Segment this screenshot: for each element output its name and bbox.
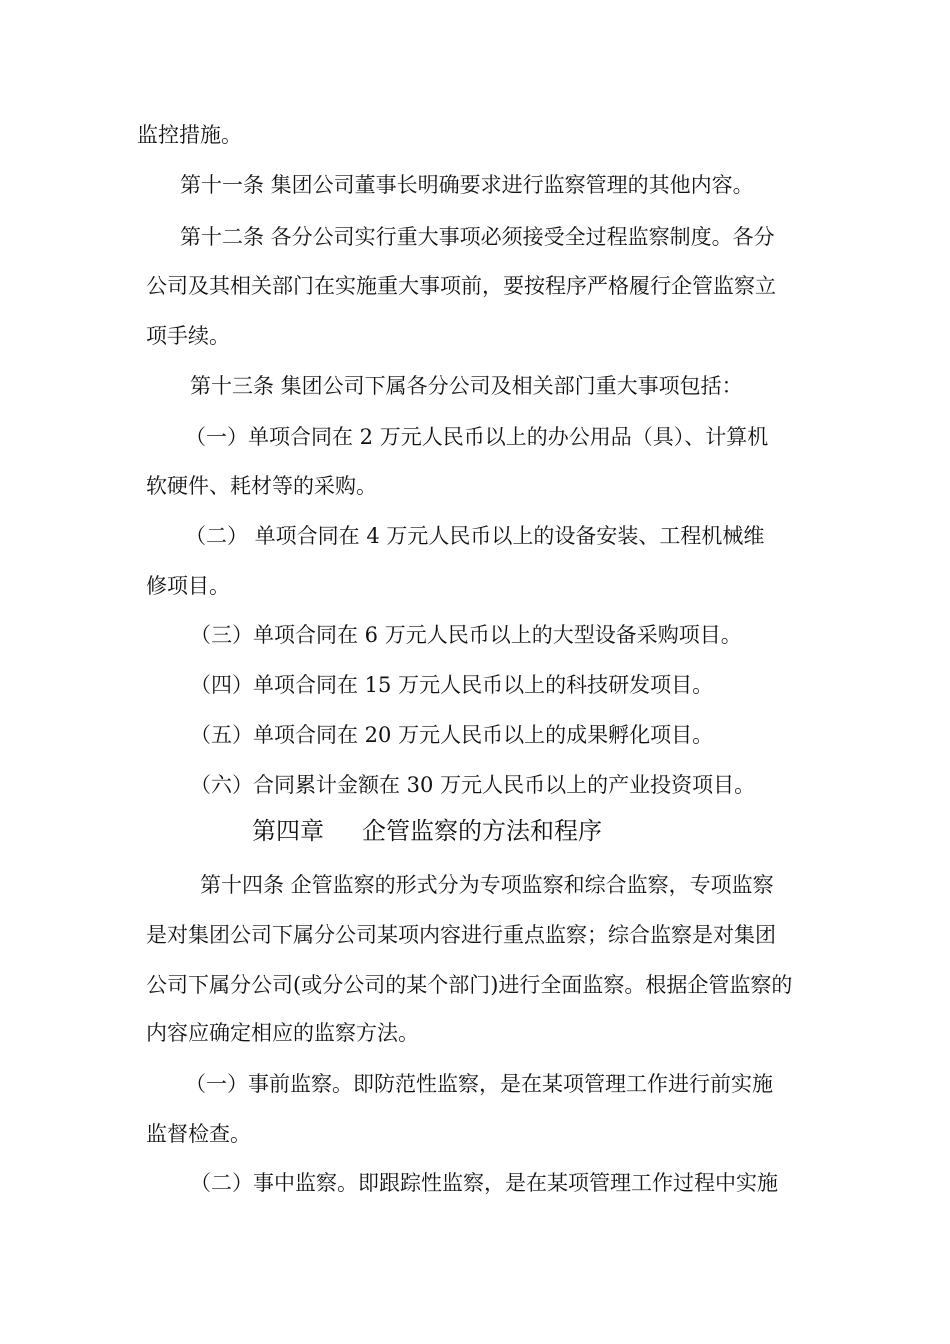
list-item: （二） 单项合同在 4 万元人民币以上的设备安装、工程机械维	[185, 524, 765, 548]
list-item: （一）事前监察。即防范性监察，是在某项管理工作进行前实施	[185, 1072, 773, 1096]
text-line: 公司下属分公司(或分公司的某个部门)进行全面监察。根据企管监察的	[146, 973, 793, 997]
chapter-title: 企管监察的方法和程序	[362, 817, 602, 845]
list-item: （五）单项合同在 20 万元人民币以上的成果孵化项目。	[190, 723, 714, 747]
list-item: （三）单项合同在 6 万元人民币以上的大型设备采购项目。	[190, 623, 742, 647]
article-11: 第十一条 集团公司董事长明确要求进行监察管理的其他内容。	[180, 173, 754, 197]
text-line: 项手续。	[146, 324, 230, 348]
text-line: 监控措施。	[137, 123, 242, 147]
text-line: 是对集团公司下属分公司某项内容进行重点监察；综合监察是对集团	[146, 923, 776, 947]
text-line: 公司及其相关部门在实施重大事项前，要按程序严格履行企管监察立	[146, 274, 776, 298]
list-item: （一）单项合同在 2 万元人民币以上的办公用品（具）、计算机	[185, 425, 769, 449]
article-12: 第十二条 各分公司实行重大事项必须接受全过程监察制度。各分	[180, 225, 775, 249]
article-14: 第十四条 企管监察的形式分为专项监察和综合监察，专项监察	[200, 873, 774, 897]
article-13: 第十三条 集团公司下属各分公司及相关部门重大事项包括：	[190, 374, 743, 398]
list-item: （四）单项合同在 15 万元人民币以上的科技研发项目。	[190, 673, 714, 697]
text-line: 软硬件、耗材等的采购。	[146, 474, 377, 498]
text-line: 修项目。	[146, 574, 230, 598]
text-line: 内容应确定相应的监察方法。	[146, 1021, 419, 1045]
chapter-number: 第四章	[252, 817, 324, 845]
list-item: （二）事中监察。即跟踪性监察，是在某项管理工作过程中实施	[190, 1171, 778, 1195]
list-item: （六）合同累计金额在 30 万元人民币以上的产业投资项目。	[190, 773, 756, 797]
text-line: 监督检查。	[146, 1122, 251, 1146]
chapter-heading	[252, 815, 602, 847]
